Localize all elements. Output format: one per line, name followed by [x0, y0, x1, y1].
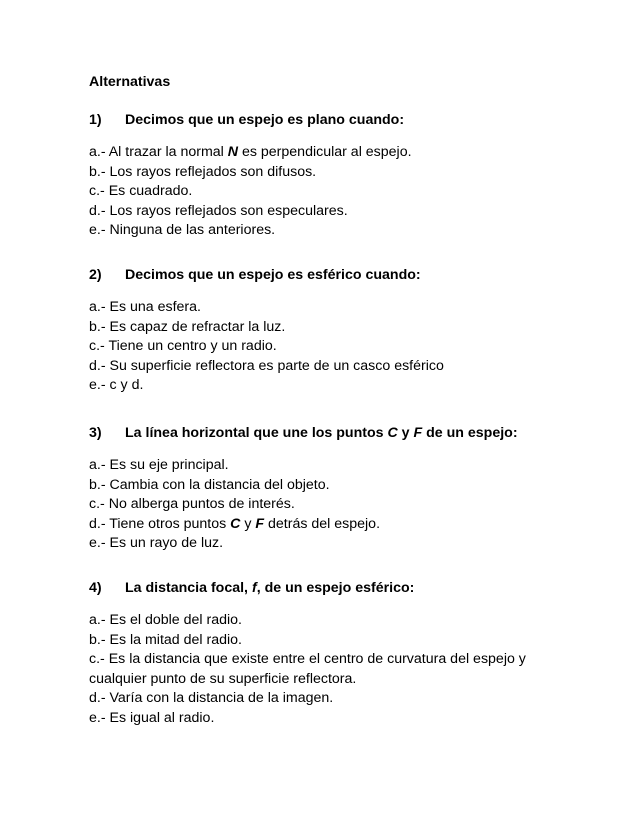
option-e: e.- Es igual al radio. [89, 709, 215, 726]
option-e: e.- Ninguna de las anteriores. [89, 222, 276, 238]
symbol-f: F [413, 425, 423, 441]
option-d: d.- Los rayos reflejados son especulares. [89, 202, 348, 219]
question-number: 3) [89, 425, 102, 441]
question-3-options [89, 456, 559, 554]
option-b: b.- Cambia con la distancia del objeto. [89, 476, 330, 493]
question-number: 1) [89, 112, 102, 128]
option-c: c.- Tiene un centro y un radio. [89, 338, 277, 354]
option-a: a.- Es su eje principal. [89, 457, 229, 473]
option-b: b.- Es capaz de refractar la luz. [89, 318, 286, 335]
option-b: b.- Los rayos reflejados son difusos. [89, 163, 317, 180]
symbol-f: f [251, 580, 257, 596]
option-d: d.- Varía con la distancia de la imagen. [89, 690, 334, 706]
question-text: Decimos que un espejo es esférico cuando: [125, 267, 421, 283]
option-d: d.- Tiene otros puntos C y F detrás del espejo. [89, 515, 381, 532]
question-4-options [89, 611, 559, 728]
question-number: 2) [89, 267, 102, 283]
question-1-options [89, 143, 559, 241]
option-e: e.- c y d. [89, 377, 144, 393]
option-a: a.- Es una esfera. [89, 299, 201, 315]
question-3-title: 3) La línea horizontal que une los puntos C y F de un espejo: [89, 425, 518, 441]
page-heading: Alternativas [89, 74, 171, 90]
option-c: c.- Es cuadrado. [89, 183, 193, 199]
question-text: Decimos que un espejo es plano cuando: [125, 112, 405, 128]
option-c: c.- No alberga puntos de interés. [89, 496, 295, 512]
symbol-n: N [227, 144, 239, 160]
option-c: c.- Es la distancia que existe entre el centro de curvatura del espejo y cualquier punto de su superficie reflectora. [89, 651, 526, 687]
question-2-options [89, 298, 559, 396]
option-d: d.- Su superficie reflectora es parte de un casco esférico [89, 357, 444, 374]
symbol-f: F [255, 515, 265, 532]
question-4-title: 4) La distancia focal, f, de un espejo esférico: [89, 580, 415, 596]
option-a: a.- Es el doble del radio. [89, 612, 243, 628]
option-b: b.- Es la mitad del radio. [89, 631, 242, 648]
symbol-c: C [387, 425, 398, 441]
question-2-title [89, 266, 609, 284]
question-number: 4) [89, 580, 102, 596]
question-1-title [89, 111, 609, 129]
symbol-c: C [230, 515, 241, 532]
option-e: e.- Es un rayo de luz. [89, 535, 224, 551]
option-a: a.- Al trazar la normal N es perpendicular al espejo. [89, 144, 412, 160]
